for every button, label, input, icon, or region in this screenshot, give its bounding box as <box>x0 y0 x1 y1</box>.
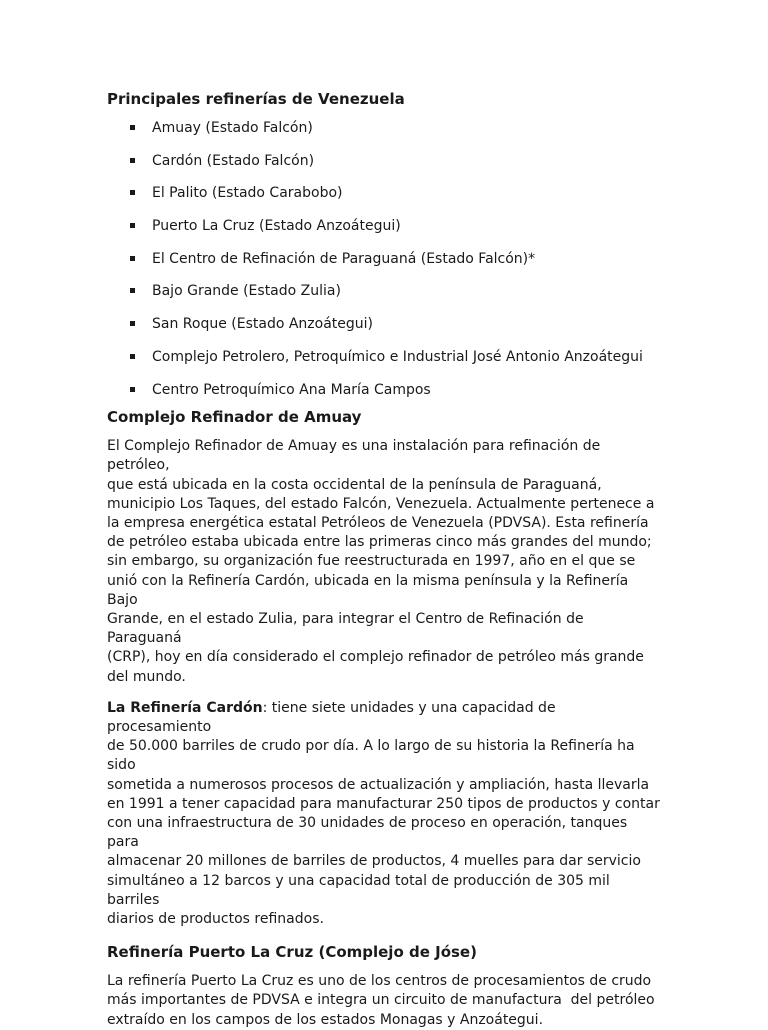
square-bullet-icon <box>130 288 135 293</box>
square-bullet-icon <box>130 190 135 195</box>
list-item <box>107 380 662 400</box>
document-page <box>107 88 662 1030</box>
text-line: de petróleo estaba ubicada entre las primeras cinco más grandes del mundo; <box>107 534 652 551</box>
list-item <box>107 281 662 301</box>
heading-puerto-la-cruz: Refinería Puerto La Cruz (Complejo de Jóse) <box>107 943 477 962</box>
text-line: La refinería Puerto La Cruz es uno de los centros de procesamientos de crudo <box>107 973 652 990</box>
text-line: Grande, en el estado Zulia, para integrar el Centro de Refinación de Paraguaná <box>107 611 584 647</box>
heading-amuay: Complejo Refinador de Amuay <box>107 408 362 427</box>
paragraph-amuay <box>107 437 662 687</box>
square-bullet-icon <box>130 223 135 228</box>
list-item <box>107 151 662 171</box>
text-line: del mundo. <box>107 668 186 685</box>
list-item-text: El Palito (Estado Carabobo) <box>152 185 343 202</box>
list-item <box>107 314 662 334</box>
text-line: sometida a numerosos procesos de actualización y ampliación, hasta llevarla <box>107 776 650 793</box>
list-item-text: El Centro de Refinación de Paraguaná (Estado Falcón)* <box>152 250 536 267</box>
square-bullet-icon <box>130 321 135 326</box>
list-item-text: Cardón (Estado Falcón) <box>152 152 315 169</box>
text-line: : tiene siete unidades y una capacidad de procesamiento <box>107 699 556 736</box>
text-line: simultáneo a 12 barcos y una capacidad total de producción de 305 mil barriles <box>107 872 610 908</box>
list-item-text: Bajo Grande (Estado Zulia) <box>152 283 341 300</box>
square-bullet-icon <box>130 387 135 392</box>
text-line: con una infraestructura de 30 unidades de proceso en operación, tanques para <box>107 815 628 851</box>
paragraph-cardon <box>107 699 662 929</box>
list-item-text: Puerto La Cruz (Estado Anzoátegui) <box>152 218 401 235</box>
cardon-lead: La Refinería Cardón <box>107 699 263 716</box>
square-bullet-icon <box>130 125 135 130</box>
heading-refineries: Principales refinerías de Venezuela <box>107 90 405 108</box>
text-line: municipio Los Taques, del estado Falcón, Venezuela. Actualmente pertenece a <box>107 495 655 512</box>
square-bullet-icon <box>130 158 135 163</box>
text-line: unió con la Refinería Cardón, ubicada en la misma península y la Refinería Bajo <box>107 572 629 608</box>
text-line: sin embargo, su organización fue reestructurada en 1997, año en el que se <box>107 553 636 570</box>
list-item-text: Complejo Petrolero, Petroquímico e Industrial José Antonio Anzoátegui <box>152 348 643 365</box>
list-item <box>107 216 662 236</box>
list-item <box>107 183 662 203</box>
refineries-list <box>107 118 662 400</box>
text-line: más importantes de PDVSA e integra un circuito de manufactura del petróleo <box>107 992 655 1009</box>
text-line: almacenar 20 millones de barriles de productos, 4 muelles para dar servicio <box>107 853 641 870</box>
list-item <box>107 118 662 138</box>
list-item-text: San Roque (Estado Anzoátegui) <box>152 316 374 333</box>
list-item-text: Amuay (Estado Falcón) <box>152 120 313 136</box>
text-line: El Complejo Refinador de Amuay es una instalación para refinación de petróleo, <box>107 438 601 474</box>
text-line: que está ubicada en la costa occidental de la península de Paraguaná, <box>107 476 602 493</box>
square-bullet-icon <box>130 256 135 261</box>
text-line: diarios de productos refinados. <box>107 911 324 928</box>
list-item <box>107 249 662 269</box>
text-line: la empresa energética estatal Petróleos de Venezuela (PDVSA). Esta refinería <box>107 515 649 531</box>
list-item-text: Centro Petroquímico Ana María Campos <box>152 381 431 398</box>
square-bullet-icon <box>130 354 135 359</box>
text-line: extraído en los campos de los estados Monagas y Anzoátegui. <box>107 1011 544 1028</box>
text-line: (CRP), hoy en día considerado el complejo refinador de petróleo más grande <box>107 649 644 666</box>
text-line: en 1991 a tener capacidad para manufacturar 250 tipos de productos y contar <box>107 795 660 812</box>
paragraph-puerto-la-cruz <box>107 972 662 1030</box>
list-item <box>107 347 662 367</box>
text-line: de 50.000 barriles de crudo por día. A lo largo de su historia la Refinería ha sido <box>107 738 635 774</box>
